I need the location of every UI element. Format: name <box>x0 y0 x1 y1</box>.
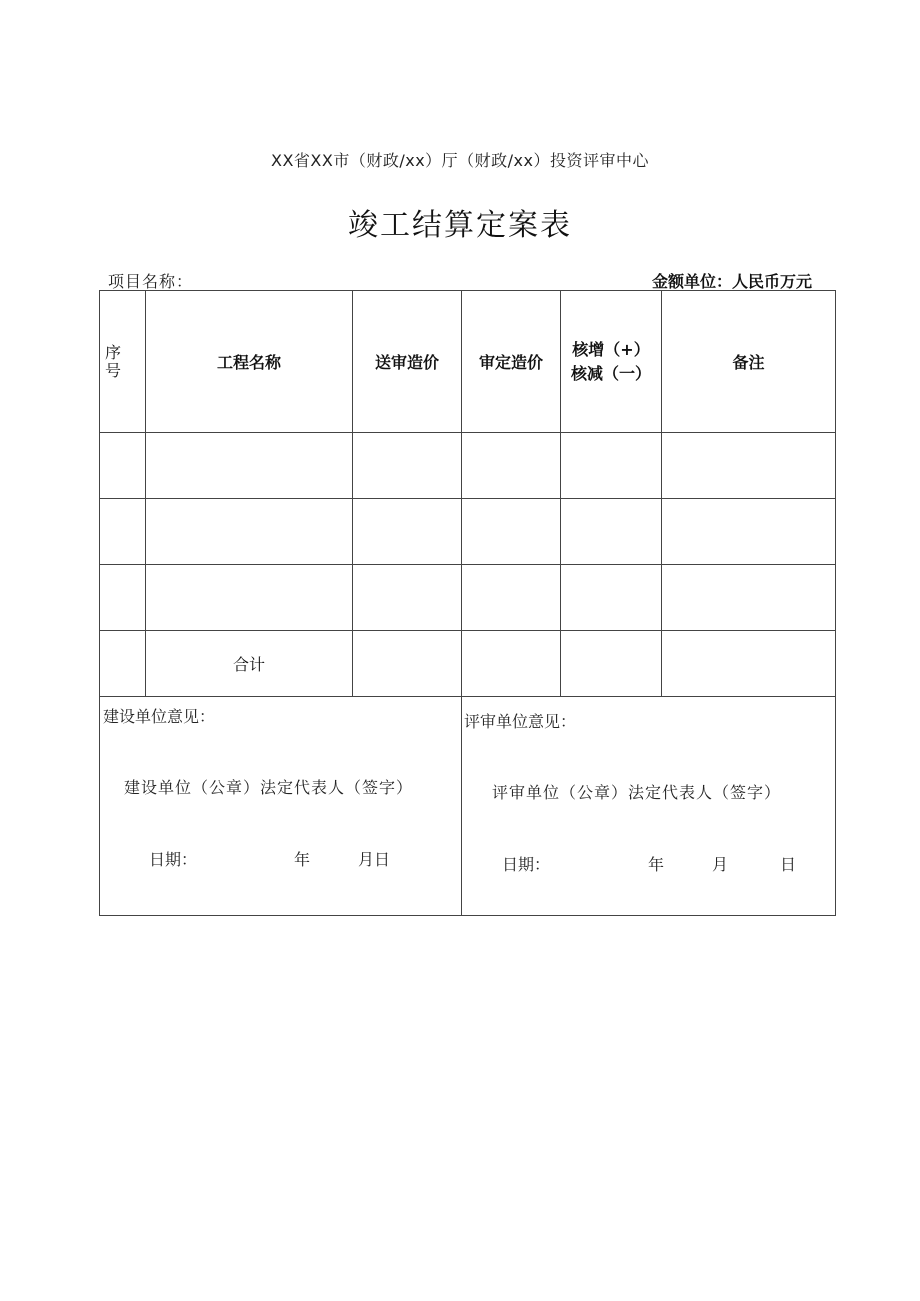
reviewer-date-month: 月 <box>712 855 729 874</box>
reviewer-date-year: 年 <box>648 855 665 874</box>
row-divider <box>100 696 835 697</box>
reviewer-signature-line: 评审单位（公章）法定代表人（签字） <box>492 783 782 802</box>
row-divider <box>100 432 835 433</box>
adjust-sub-header: 核减（一） <box>570 363 651 383</box>
opinion-divider <box>461 696 462 915</box>
builder-date-label: 日期： <box>149 850 198 869</box>
adjust-header <box>561 291 661 432</box>
builder-signature-line: 建设单位（公章）法定代表人（签字） <box>124 778 414 797</box>
reviewer-opinion-label: 评审单位意见： <box>464 712 577 731</box>
remark-header: 备注 <box>732 353 765 372</box>
builder-opinion-label: 建设单位意见： <box>103 707 216 726</box>
total-label: 合计 <box>232 655 265 674</box>
submitted-price-header: 送审造价 <box>374 353 439 372</box>
reviewer-date-day: 日 <box>780 855 797 874</box>
settlement-table <box>99 290 836 916</box>
project-name-label: 项目名称： <box>108 272 194 291</box>
adjust-add-header: 核增（+） <box>572 339 650 359</box>
builder-date-year: 年 <box>294 850 311 869</box>
page-title: 竣工结算定案表 <box>348 208 572 243</box>
seq-header: 序号 <box>104 342 121 380</box>
row-divider <box>100 498 835 499</box>
reviewer-date-label: 日期： <box>502 855 551 874</box>
approved-price-header: 审定造价 <box>478 353 543 372</box>
name-header: 工程名称 <box>216 353 281 372</box>
amount-unit-label: 金额单位：人民币万元 <box>651 272 812 291</box>
row-divider <box>100 564 835 565</box>
org-name: XX省XX市（财政/xx）厅（财政/xx）投资评审中心 <box>270 151 649 170</box>
builder-date-month-day: 月日 <box>358 850 391 869</box>
seq-header-cell <box>100 291 126 432</box>
